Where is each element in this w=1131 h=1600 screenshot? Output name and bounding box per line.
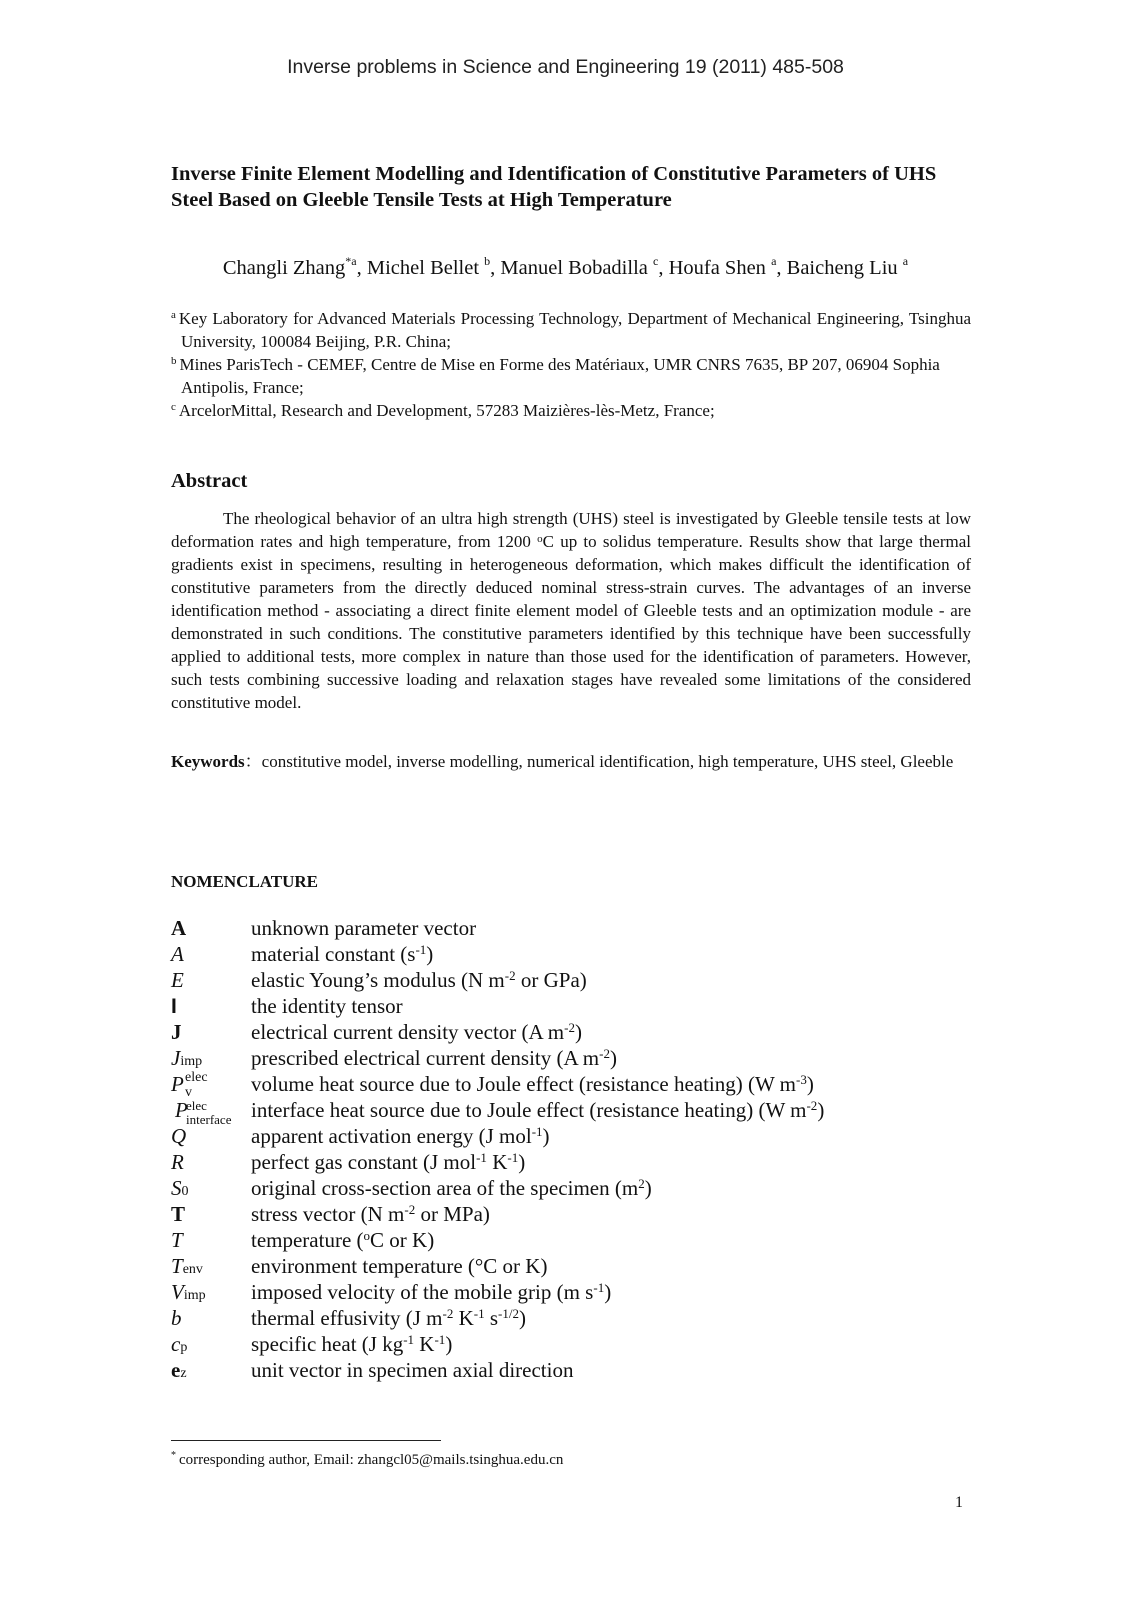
nomenclature-definition: apparent activation energy (J mol$^{-1}$) bbox=[251, 1124, 550, 1148]
nomenclature-definition: environment temperature (°C or K) bbox=[251, 1254, 548, 1278]
nomenclature-row bbox=[171, 1331, 991, 1357]
nomenclature-symbol: T bbox=[171, 1228, 183, 1252]
nomenclature-symbol: J bbox=[171, 1020, 182, 1044]
nomenclature-definition: elastic Young’s modulus (N $m^{-2}$ or GPa) bbox=[251, 968, 587, 992]
author-list: Changli Zhang$^{*a}$, Michel Bellet $^b$, Manuel Bobadilla $^c$, Houfa Shen $^a$, Baicheng Liu $^a$ bbox=[222, 254, 909, 279]
abstract-heading: Abstract bbox=[171, 470, 248, 492]
nomenclature-row bbox=[171, 1175, 991, 1201]
author-name: Houfa Shen bbox=[668, 257, 766, 279]
nomenclature-symbol: ez bbox=[171, 1358, 187, 1382]
nomenclature-symbol: S0 bbox=[171, 1176, 189, 1200]
nomenclature-symbol: A bbox=[171, 916, 187, 940]
nomenclature-definition: unit vector in specimen axial direction bbox=[251, 1358, 574, 1382]
nomenclature-definition: electrical current density vector (A $m^{-2}$) bbox=[251, 1020, 582, 1044]
nomenclature-definition: specific heat (J $kg^{-1}$ $K^{-1}$) bbox=[251, 1332, 453, 1356]
author-affil-mark: c bbox=[653, 254, 659, 268]
nomenclature-symbol: I bbox=[171, 995, 177, 1018]
author-name: Baicheng Liu bbox=[786, 257, 898, 279]
nomenclature-definition: stress vector (N $m^{-2}$ or MPa) bbox=[251, 1202, 490, 1226]
affiliation-a: $^a$ Key Laboratory for Advanced Materials Processing Technology, Department of Mechanical Engineering, Tsinghua University, 100084 Beijing, P.R. China; bbox=[171, 309, 971, 351]
nomenclature-row bbox=[171, 1019, 991, 1045]
nomenclature-row bbox=[171, 1149, 991, 1175]
nomenclature-symbol: P elec v bbox=[171, 1070, 208, 1100]
affiliation-b: $^b$ Mines ParisTech - CEMEF, Centre de Mise en Forme des Matériaux, UMR CNRS 7635, BP 207, 06904 Sophia Antipolis, France; bbox=[171, 355, 940, 397]
keywords-text: constitutive model, inverse modelling, numerical identification, high temperature, UHS steel, Gleeble bbox=[261, 752, 954, 771]
footnote-rule bbox=[171, 1440, 441, 1441]
nomenclature-definition: prescribed electrical current density (A $m^{-2}$) bbox=[251, 1046, 617, 1070]
nomenclature-row bbox=[171, 1227, 991, 1253]
nomenclature-symbol: b bbox=[171, 1306, 182, 1330]
nomenclature-definition: imposed velocity of the mobile grip (m $s^{-1}$) bbox=[251, 1280, 612, 1304]
nomenclature-definition: original cross-section area of the specimen $(m^2)$ bbox=[251, 1176, 652, 1200]
nomenclature-row bbox=[171, 1305, 991, 1331]
nomenclature-symbol: Tenv bbox=[171, 1254, 203, 1278]
nomenclature-row bbox=[171, 1123, 991, 1149]
nomenclature-definition: thermal effusivity (J $m^{-2}$ $K^{-1}$ $s^{-1/2}$) bbox=[251, 1306, 526, 1330]
nomenclature-symbol: Q bbox=[171, 1124, 187, 1148]
nomenclature-symbol: R bbox=[171, 1150, 184, 1174]
nomenclature-row bbox=[171, 1357, 991, 1383]
author-affil-mark: a bbox=[771, 254, 777, 268]
nomenclature-row bbox=[171, 1045, 991, 1071]
nomenclature-definition: temperature ($^o$C or K) bbox=[251, 1228, 435, 1252]
author-affil-mark: *a bbox=[345, 254, 357, 268]
abstract-body: The rheological behavior of an ultra high strength (UHS) steel is investigated by Gleeble tensile tests at low deformation rates and high temperature, from 1200 $^o$C up to solidus temperature. Results show that large thermal gradients exist in specimens, resulting in heterogeneous deformation, which makes difficult the identification of constitutive parameters from the directly deduced nominal stress-strain curves. The advantages of an inverse identification method - associating a direct finite element model of Gleeble tests and an optimization module - are demonstrated in such conditions. The constitutive parameters identified by this technique have been successfully applied to additional tests, more complex in nature than those used for the identification of parameters. However, such tests combining successive loading and relaxation stages have revealed some limitations of the considered constitutive model. bbox=[171, 509, 971, 712]
nomenclature-symbol: Jimp bbox=[171, 1046, 203, 1070]
nomenclature-row bbox=[171, 1201, 991, 1227]
keywords-label: Keywords bbox=[171, 752, 245, 771]
keywords: Keywords：constitutive model, inverse modelling, numerical identification, high temperature, UHS steel, Gleeble bbox=[171, 752, 954, 771]
nomenclature-row bbox=[171, 1070, 991, 1100]
nomenclature-symbol: cp bbox=[171, 1332, 188, 1356]
page-number: 1 bbox=[955, 1494, 963, 1511]
nomenclature-row bbox=[171, 1097, 991, 1127]
nomenclature-symbol: P elec interface bbox=[175, 1098, 232, 1127]
paper-title: Inverse Finite Element Modelling and Identification of Constitutive Parameters of UHS Steel Based on Gleeble Tensile Tests at High Temperature bbox=[171, 163, 937, 211]
nomenclature-definition: volume heat source due to Joule effect (resistance heating) (W $m^{-3}$) bbox=[251, 1072, 814, 1096]
author-name: Changli Zhang bbox=[222, 257, 346, 279]
nomenclature-definition: material constant $(s^{-1})$ bbox=[251, 942, 434, 966]
nomenclature-heading: NOMENCLATURE bbox=[171, 872, 319, 891]
affiliation-c: $^c$ ArcelorMittal, Research and Development, 57283 Maizières-lès-Metz, France; bbox=[171, 401, 715, 420]
nomenclature-list bbox=[171, 915, 991, 1383]
affiliations bbox=[171, 307, 971, 422]
author-affil-mark: b bbox=[484, 254, 491, 268]
nomenclature-row bbox=[171, 967, 991, 993]
author-name: Manuel Bobadilla bbox=[500, 257, 648, 279]
nomenclature-definition: unknown parameter vector bbox=[251, 916, 477, 940]
author-affil-mark: a bbox=[902, 254, 909, 268]
nomenclature-row bbox=[171, 1279, 991, 1305]
author-name: Michel Bellet bbox=[366, 257, 480, 279]
nomenclature-definition: the identity tensor bbox=[251, 994, 403, 1018]
nomenclature-symbol: A bbox=[171, 942, 184, 966]
nomenclature-definition: interface heat source due to Joule effect (resistance heating) (W $m^{-2}$) bbox=[251, 1098, 825, 1122]
nomenclature-symbol: T bbox=[171, 1202, 186, 1226]
footnote: * corresponding author, Email: zhangcl05@mails.tsinghua.edu.cn bbox=[171, 1450, 564, 1468]
nomenclature-symbol: E bbox=[171, 968, 184, 992]
nomenclature-row bbox=[171, 915, 991, 941]
journal-header: Inverse problems in Science and Engineering 19 (2011) 485-508 bbox=[287, 56, 844, 78]
nomenclature-row bbox=[171, 941, 991, 967]
nomenclature-row bbox=[171, 1253, 991, 1279]
nomenclature-row bbox=[171, 993, 991, 1019]
nomenclature-definition: perfect gas constant (J mol$^{-1}$ $K^{-1}$) bbox=[251, 1150, 526, 1174]
nomenclature-symbol: Vimp bbox=[171, 1280, 206, 1304]
